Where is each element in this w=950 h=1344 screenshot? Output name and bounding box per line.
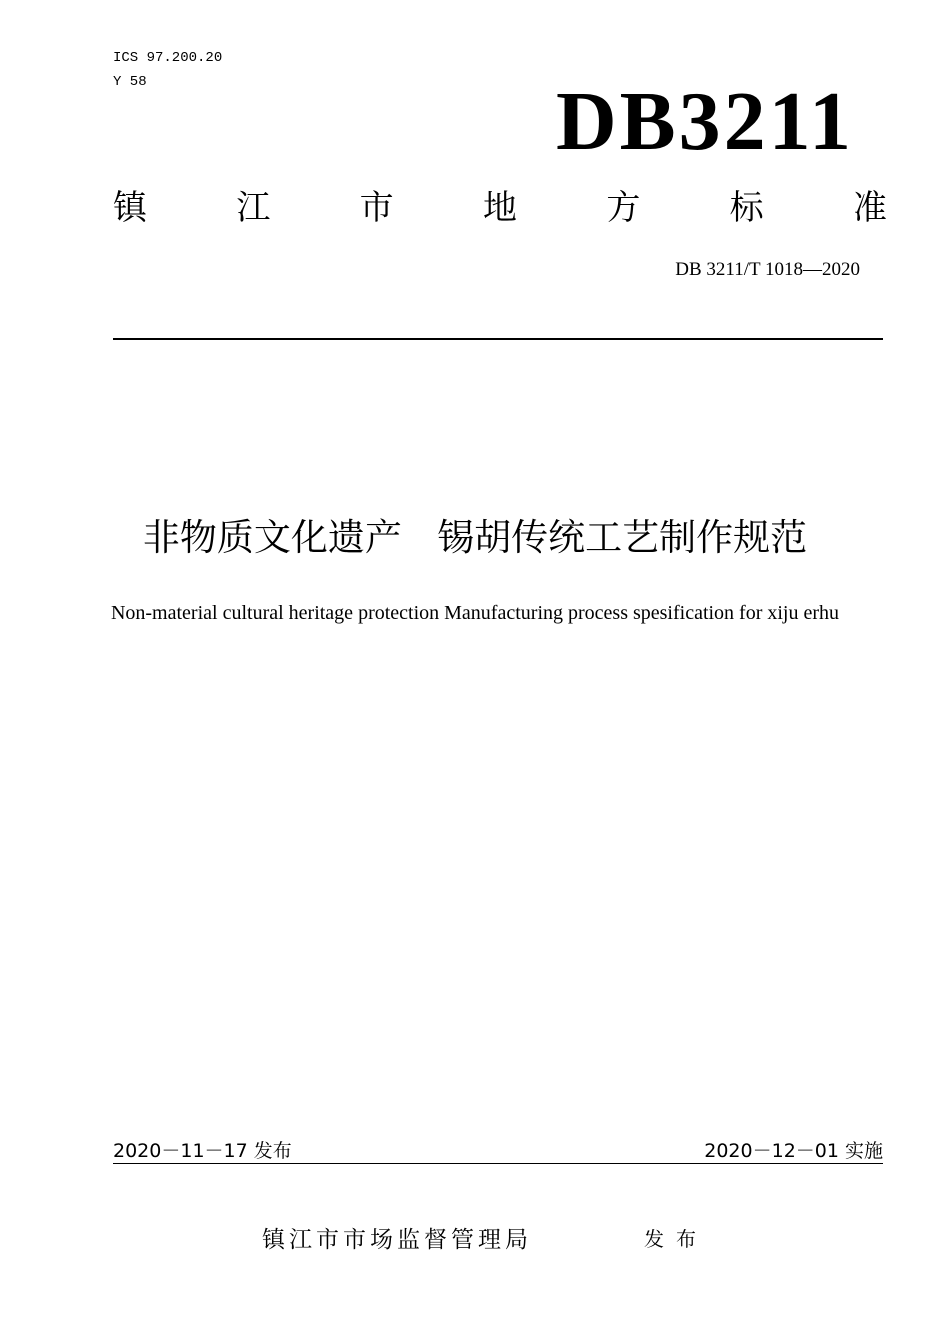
standard-type-char: 市 [359,188,394,228]
document-title-chinese: 非物质文化遗产 锡胡传统工艺制作规范 [142,516,808,559]
ics-code: ICS 97.200.20 [113,50,223,66]
standard-type-char: 标 [729,188,764,228]
standard-number: DB 3211/T 1018—2020 [675,259,860,280]
standard-type-char: 准 [852,188,887,228]
classification-code: Y 58 [113,74,147,90]
standard-type-heading [113,186,887,230]
footer-divider [113,1163,883,1164]
standard-type-char: 镇 [113,188,147,228]
header-divider [113,338,883,340]
standard-type-char: 地 [482,188,517,228]
issuing-authority: 镇江市市场监督管理局 [262,1227,532,1253]
issue-date: 2020－11－17 发布 [113,1140,292,1162]
standard-prefix-code: DB3211 [555,75,854,168]
implementation-date: 2020－12－01 实施 [704,1140,883,1162]
publish-label: 发布 [644,1227,708,1251]
standard-type-char: 方 [606,188,641,228]
standard-type-char: 江 [236,188,271,228]
document-title-english: Non-material cultural heritage protection Manufacturing process spesification for xiju erhu [110,602,840,624]
